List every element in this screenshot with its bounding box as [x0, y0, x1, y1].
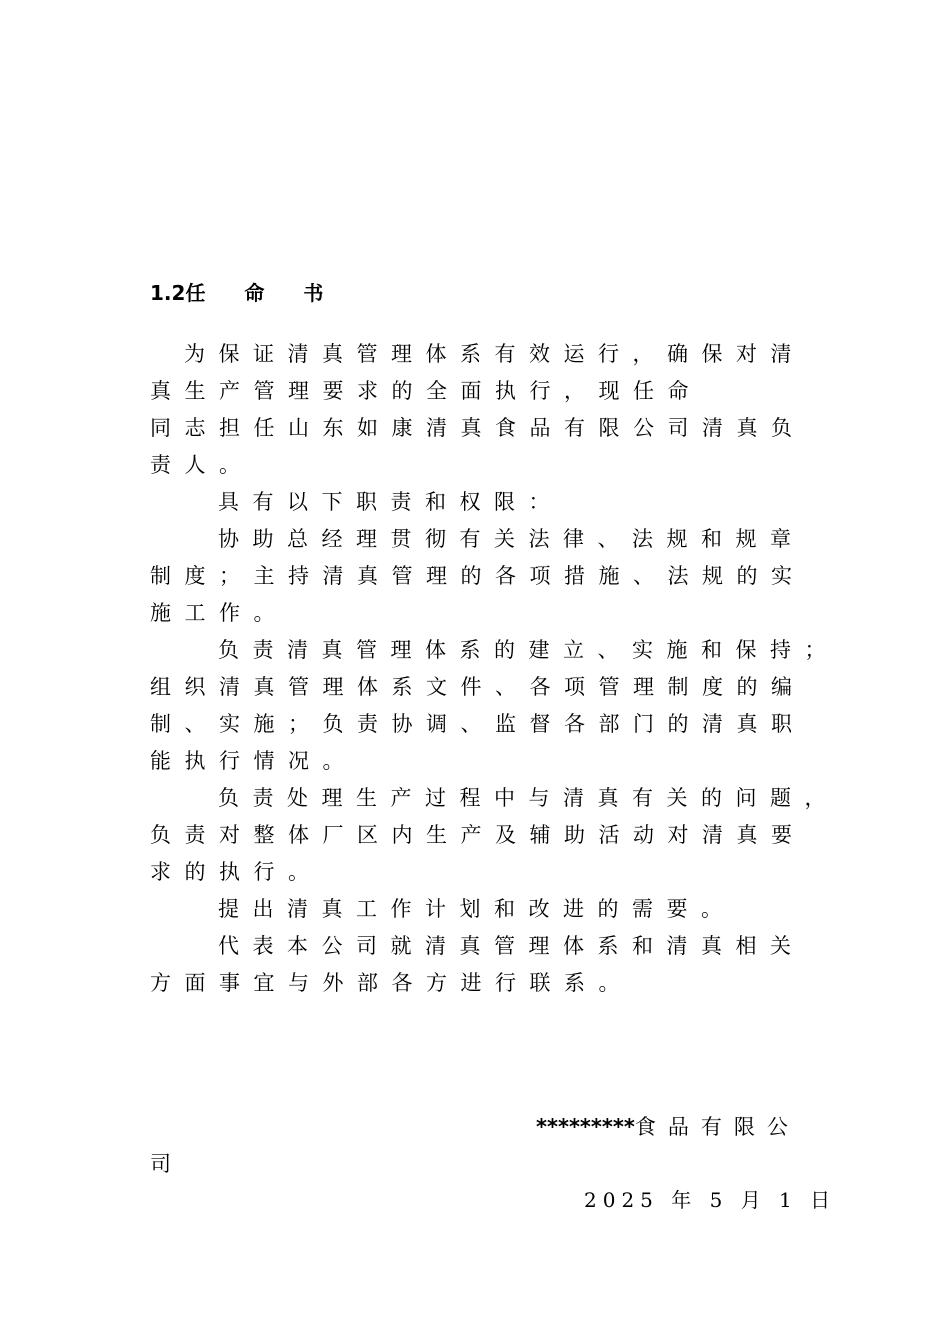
- body-line: 施工作。: [150, 601, 288, 625]
- document-date: 2025 年 5 月 1 日: [584, 1188, 837, 1212]
- body-line: 求的执行。: [150, 860, 323, 884]
- body-line: 负责对整体厂区内生产及辅助活动对清真要: [150, 823, 806, 847]
- title-text: 任 命 书: [185, 281, 340, 305]
- body-line: 责人。: [150, 453, 254, 477]
- body-line: 制度；主持清真管理的各项措施、法规的实: [150, 564, 806, 588]
- body-line: 方面事宜与外部各方进行联系。: [150, 971, 633, 995]
- body-line: 代表本公司就清真管理体系和清真相关: [218, 934, 805, 958]
- company-redacted-name: *********: [536, 1115, 635, 1139]
- body-line: 同志担任山东如康清真食品有限公司清真负: [150, 416, 806, 440]
- company-signature: [536, 1113, 800, 1141]
- company-name-part: 食品有限公: [634, 1115, 800, 1139]
- body-line: 为保证清真管理体系有效运行，确保对清: [184, 342, 805, 366]
- body-line: 能执行情况。: [150, 749, 357, 773]
- body-line: 真生产管理要求的全面执行，现任命: [150, 379, 702, 403]
- title-number: 1.2: [150, 281, 186, 305]
- body-line: 负责处理生产过程中与清真有关的问题，: [218, 786, 839, 810]
- company-name-tail: 司: [150, 1152, 171, 1176]
- body-line: 协助总经理贯彻有关法律、法规和规章: [218, 527, 805, 551]
- body-line: 提出清真工作计划和改进的需要。: [218, 897, 736, 921]
- body-line: 具有以下职责和权限：: [218, 490, 563, 514]
- body-line: 制、实施；负责协调、监督各部门的清真职: [150, 712, 806, 736]
- body-line: 组织清真管理体系文件、各项管理制度的编: [150, 675, 806, 699]
- document-title: [150, 280, 339, 306]
- body-line: 负责清真管理体系的建立、实施和保持；: [218, 638, 839, 662]
